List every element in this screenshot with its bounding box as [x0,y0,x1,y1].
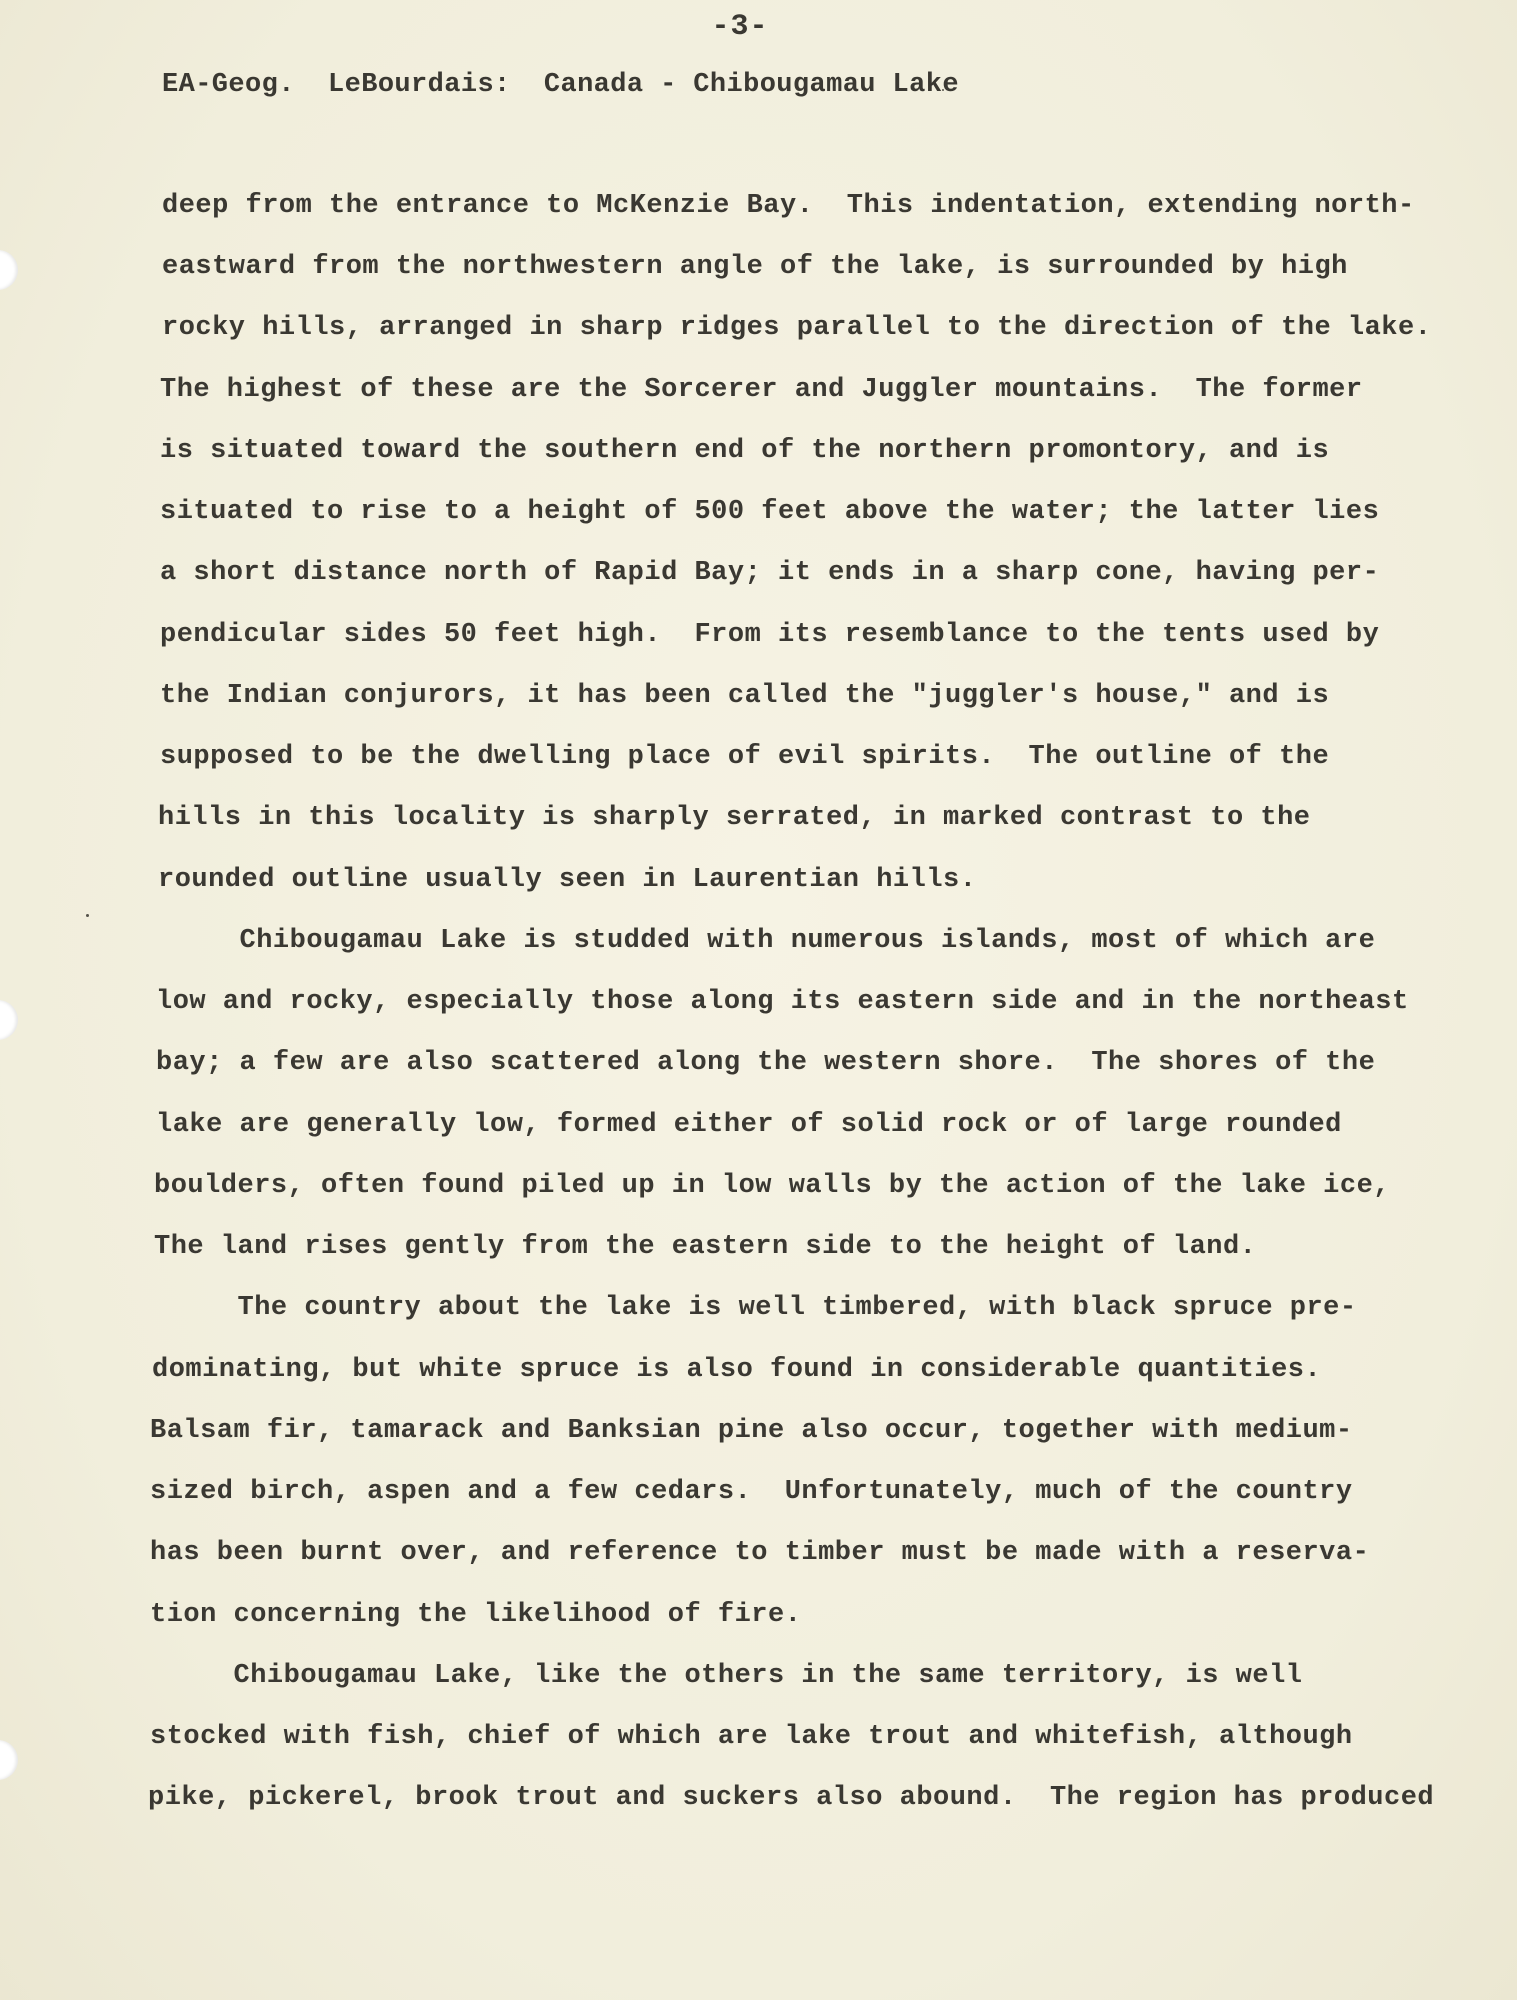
text-line: a short distance north of Rapid Bay; it ends in a sharp cone, having per- [160,558,1380,588]
text-line: The highest of these are the Sorcerer and Juggler mountains. The former [160,375,1363,405]
text-line: tion concerning the likelihood of fire. [150,1600,802,1630]
text-line: rocky hills, arranged in sharp ridges parallel to the direction of the lake. [162,313,1432,343]
page-number: -3- [711,10,769,44]
text-line: The land rises gently from the eastern side to the height of land. [154,1232,1257,1262]
text-line: pendicular sides 50 feet high. From its resemblance to the tents used by [160,620,1380,650]
text-line: stocked with fish, chief of which are lake trout and whitefish, although [150,1722,1353,1752]
ink-speck [86,914,89,917]
punch-hole [0,1740,18,1780]
text-line: supposed to be the dwelling place of evil spirits. The outline of the [160,742,1330,772]
text-line: eastward from the northwestern angle of the lake, is surrounded by high [162,252,1348,282]
text-line: The country about the lake is well timbered, with black spruce pre- [154,1293,1357,1323]
text-line: has been burnt over, and reference to timber must be made with a reserva- [150,1538,1370,1568]
text-line: deep from the entrance to McKenzie Bay. This indentation, extending north- [162,191,1415,221]
punch-hole [0,250,18,290]
text-line: situated to rise to a height of 500 feet above the water; the latter lies [160,497,1380,527]
text-line: boulders, often found piled up in low walls by the action of the lake ice, [154,1171,1390,1201]
punch-hole [0,1000,18,1040]
document-header: EA-Geog. LeBourdais: Canada - Chibougamau Lake [162,70,959,100]
text-line: rounded outline usually seen in Laurentian hills. [158,865,977,895]
text-line: Chibougamau Lake is studded with numerous islands, most of which are [156,926,1376,956]
text-line: the Indian conjurors, it has been called the "juggler's house," and is [160,681,1330,711]
text-line: Chibougamau Lake, like the others in the same territory, is well [150,1661,1303,1691]
text-line: low and rocky, especially those along its eastern side and in the northeast [156,987,1409,1017]
text-line: pike, pickerel, brook trout and suckers also abound. The region has produced [148,1783,1435,1813]
text-line: lake are generally low, formed either of solid rock or of large rounded [156,1110,1342,1140]
text-line: Balsam fir, tamarack and Banksian pine also occur, together with medium- [150,1416,1353,1446]
text-line: is situated toward the southern end of the northern promontory, and is [160,436,1330,466]
text-line: sized birch, aspen and a few cedars. Unfortunately, much of the country [150,1477,1353,1507]
text-line: hills in this locality is sharply serrated, in marked contrast to the [158,803,1311,833]
text-line: bay; a few are also scattered along the western shore. The shores of the [156,1048,1376,1078]
text-line: dominating, but white spruce is also found in considerable quantities. [152,1355,1322,1385]
